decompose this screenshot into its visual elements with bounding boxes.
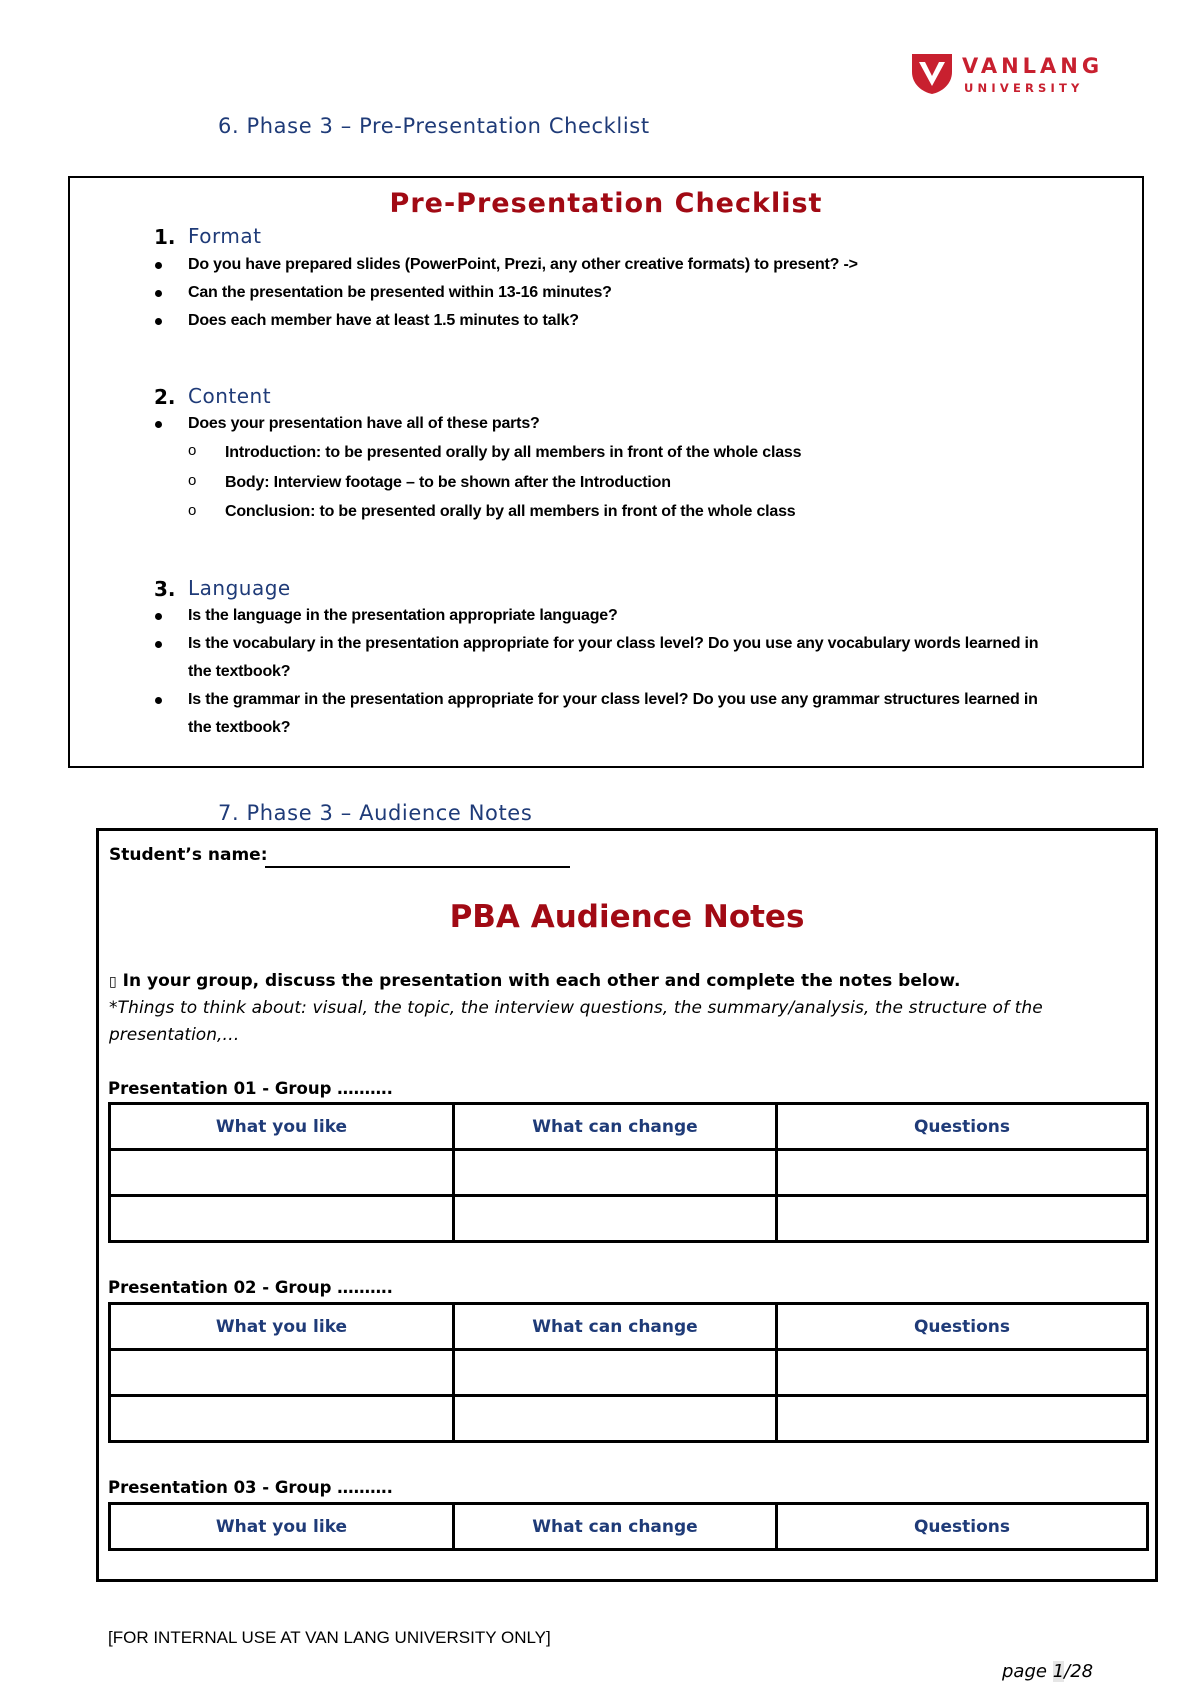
- page-prefix: page: [1002, 1661, 1053, 1682]
- col-what-you-like: What you like: [110, 1304, 454, 1350]
- content-sub-1: Introduction: to be presented orally by all members in front of the whole class: [225, 444, 802, 461]
- language-bullet-2: Is the vocabulary in the presentation appropriate for your class level? Do you use any vocabulary words learned in: [188, 635, 1039, 652]
- student-name-line[interactable]: [265, 866, 570, 868]
- col-questions: Questions: [777, 1304, 1148, 1350]
- table-cell[interactable]: [777, 1350, 1148, 1396]
- col-what-can-change: What can change: [454, 1104, 777, 1150]
- table-row: [110, 1150, 1148, 1196]
- hollow-bullet: o: [188, 472, 197, 489]
- vanlang-logo: [908, 48, 1108, 108]
- think-line-1: *Things to think about: visual, the topic, the interview questions, the summary/analysis, the structure of the: [109, 998, 1043, 1018]
- instruction-text: In your group, discuss the presentation with each other and complete the notes below.: [122, 971, 961, 991]
- content-sub-3: Conclusion: to be presented orally by all members in front of the whole class: [225, 503, 796, 520]
- student-name-label: Student’s name:: [109, 845, 268, 865]
- table-header-row: [110, 1304, 1148, 1350]
- format-bullet-1: Do you have prepared slides (PowerPoint, Prezi, any other creative formats) to present? ->: [188, 256, 858, 273]
- table-cell[interactable]: [454, 1396, 777, 1442]
- format-heading: Format: [188, 224, 262, 248]
- content-bullet-1: Does your presentation have all of these parts?: [188, 415, 540, 432]
- bullet: [155, 262, 162, 269]
- instruction-mark: ▯: [109, 974, 117, 990]
- notes-table-03: [108, 1502, 1149, 1551]
- bullet: [155, 318, 162, 325]
- table-cell[interactable]: [454, 1150, 777, 1196]
- table-cell[interactable]: [110, 1396, 454, 1442]
- language-bullet-2-cont: the textbook?: [188, 663, 291, 680]
- language-number: 3.: [154, 577, 176, 601]
- presentation-03-label: Presentation 03 - Group ……….: [108, 1478, 393, 1497]
- table-cell[interactable]: [110, 1150, 454, 1196]
- think-line-2: presentation,…: [109, 1025, 240, 1045]
- language-heading: Language: [188, 576, 291, 600]
- section-6-heading: 6. Phase 3 – Pre-Presentation Checklist: [218, 114, 650, 138]
- hollow-bullet: o: [188, 502, 197, 519]
- col-what-you-like: What you like: [110, 1104, 454, 1150]
- table-cell[interactable]: [777, 1150, 1148, 1196]
- col-what-can-change: What can change: [454, 1304, 777, 1350]
- table-cell[interactable]: [110, 1350, 454, 1396]
- table-cell[interactable]: [777, 1396, 1148, 1442]
- table-cell[interactable]: [110, 1196, 454, 1242]
- table-cell[interactable]: [454, 1196, 777, 1242]
- table-cell[interactable]: [777, 1196, 1148, 1242]
- checklist-box: [68, 176, 1144, 768]
- bullet: [155, 613, 162, 620]
- audience-notes-box: [96, 828, 1158, 1582]
- page-current: 1: [1052, 1661, 1065, 1682]
- presentation-02-label: Presentation 02 - Group ……….: [108, 1278, 393, 1297]
- table-cell[interactable]: [454, 1350, 777, 1396]
- notes-table-02: [108, 1302, 1149, 1443]
- content-number: 2.: [154, 385, 176, 409]
- col-questions: Questions: [777, 1504, 1148, 1550]
- table-row: [110, 1350, 1148, 1396]
- presentation-01-label: Presentation 01 - Group ……….: [108, 1079, 393, 1098]
- language-bullet-1: Is the language in the presentation appropriate language?: [188, 607, 618, 624]
- col-what-you-like: What you like: [110, 1504, 454, 1550]
- logo-name: VANLANG: [962, 54, 1104, 78]
- section-7-heading: 7. Phase 3 – Audience Notes: [218, 801, 533, 825]
- notes-table-01: [108, 1102, 1149, 1243]
- internal-use-footer: [FOR INTERNAL USE AT VAN LANG UNIVERSITY ONLY]: [108, 1628, 551, 1647]
- format-bullet-3: Does each member have at least 1.5 minutes to talk?: [188, 312, 579, 329]
- page-number: [1002, 1661, 1093, 1682]
- instruction: [109, 971, 960, 991]
- vanlang-shield-icon: [908, 48, 956, 96]
- bullet: [155, 697, 162, 704]
- content-sub-2: Body: Interview footage – to be shown after the Introduction: [225, 474, 671, 491]
- table-row: [110, 1396, 1148, 1442]
- table-row: [110, 1196, 1148, 1242]
- hollow-bullet: o: [188, 442, 197, 459]
- col-what-can-change: What can change: [454, 1504, 777, 1550]
- format-number: 1.: [154, 225, 176, 249]
- table-header-row: [110, 1104, 1148, 1150]
- language-bullet-3: Is the grammar in the presentation appropriate for your class level? Do you use any grammar structures learned in: [188, 691, 1038, 708]
- content-heading: Content: [188, 384, 272, 408]
- col-questions: Questions: [777, 1104, 1148, 1150]
- language-bullet-3-cont: the textbook?: [188, 719, 291, 736]
- bullet: [155, 290, 162, 297]
- table-header-row: [110, 1504, 1148, 1550]
- bullet: [155, 641, 162, 648]
- logo-subtitle: UNIVERSITY: [964, 81, 1084, 95]
- audience-notes-title: PBA Audience Notes: [449, 899, 805, 935]
- bullet: [155, 421, 162, 428]
- checklist-title: Pre-Presentation Checklist: [389, 188, 823, 219]
- page-total: /28: [1064, 1661, 1094, 1682]
- format-bullet-2: Can the presentation be presented within 13-16 minutes?: [188, 284, 612, 301]
